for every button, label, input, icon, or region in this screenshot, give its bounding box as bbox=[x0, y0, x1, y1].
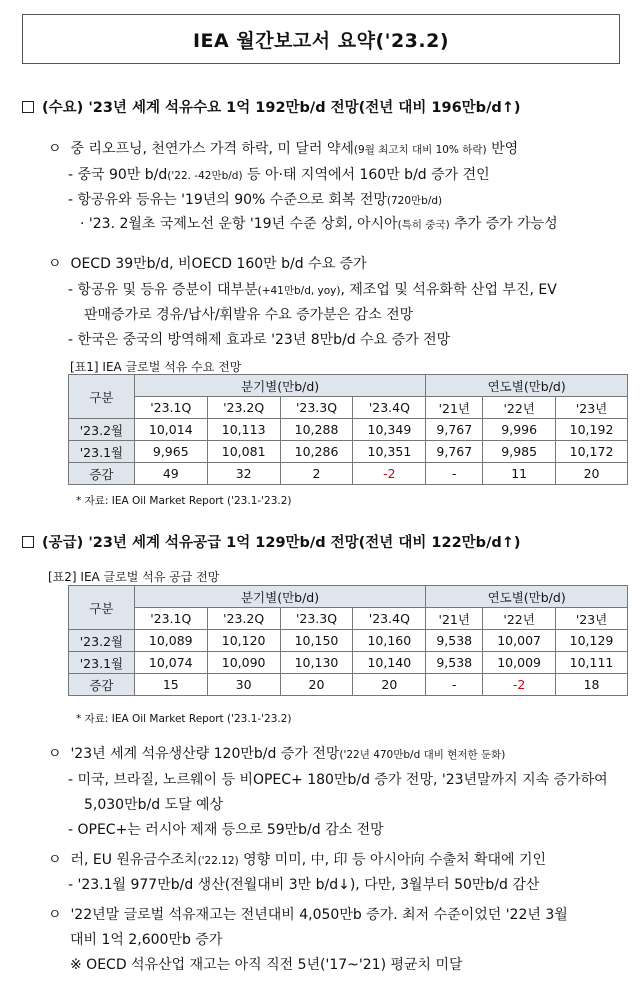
table-column-header: '23.2Q bbox=[207, 608, 280, 630]
table-column-header: '23.3Q bbox=[280, 608, 353, 630]
table-supply bbox=[68, 585, 628, 696]
table-cell: 10,074 bbox=[134, 652, 207, 674]
text: ※ OECD 석유산업 재고는 아직 직전 5년('17~'21) 평균치 미달 bbox=[70, 957, 463, 973]
bullet-supply-1-1-cont bbox=[84, 794, 223, 814]
table-cell: 10,160 bbox=[353, 630, 426, 652]
bullet-supply-1-1 bbox=[68, 769, 608, 789]
text: 등 아·태 지역에서 160만 b/d 증가 견인 bbox=[242, 167, 490, 183]
bullet-demand-2 bbox=[48, 253, 367, 273]
table2-caption: [표2] IEA 글로벌 석유 공급 전망 bbox=[48, 570, 220, 584]
table-cell: 10,130 bbox=[280, 652, 353, 674]
section-demand-heading-text: (수요) '23년 세계 석유수요 1억 192만b/d 전망(전년 대비 196만b/d↑) bbox=[42, 100, 521, 116]
table-column-header: '23.3Q bbox=[280, 397, 353, 419]
table-row bbox=[69, 674, 628, 696]
section-supply-heading bbox=[22, 531, 521, 552]
table-cell: 10,351 bbox=[353, 441, 426, 463]
table-cell: -2 bbox=[483, 674, 556, 696]
table-cell: 9,538 bbox=[426, 652, 483, 674]
table-cell: 9,985 bbox=[483, 441, 556, 463]
table-cell: - bbox=[426, 674, 483, 696]
text: 영향 미미, 中, 印 등 아시아向 수출처 확대에 기인 bbox=[238, 852, 547, 868]
table-row bbox=[69, 463, 628, 485]
table-column-header: '21년 bbox=[426, 397, 483, 419]
bullet-demand-2-1 bbox=[68, 279, 557, 299]
text: '22년말 글로벌 석유재고는 전년대비 4,050만b 증가. 최저 수준이었던 '22년 3월 bbox=[70, 907, 568, 923]
text-small: (720만b/d) bbox=[386, 195, 443, 207]
text: - 항공유와 등유는 '19년의 90% 수준으로 회복 전망 bbox=[68, 192, 387, 208]
table-corner-header: 구분 bbox=[69, 375, 135, 419]
circle-bullet-icon: ㅇ bbox=[48, 746, 62, 762]
table-row-header: '23.1월 bbox=[69, 652, 135, 674]
table-column-header: '21년 bbox=[426, 608, 483, 630]
text-small: (특히 중국) bbox=[397, 219, 450, 231]
text: 러, EU 원유금수조치 bbox=[70, 852, 198, 868]
text: 중 리오프닝, 천연가스 가격 하락, 미 달러 약세 bbox=[70, 141, 354, 157]
table2-source-note: * 자료: IEA Oil Market Report ('23.1-'23.2) bbox=[76, 713, 292, 725]
table-cell: 32 bbox=[207, 463, 280, 485]
bullet-supply-1 bbox=[48, 743, 505, 763]
circle-bullet-icon: ㅇ bbox=[48, 907, 62, 923]
text: - '23.1월 977만b/d 생산(전월대비 3만 b/d↓), 다만, 3월부터 50만b/d 감산 bbox=[68, 877, 540, 893]
table-row-header: 증감 bbox=[69, 463, 135, 485]
circle-bullet-icon: ㅇ bbox=[48, 141, 62, 157]
text: - 항공유 및 등유 증분이 대부분 bbox=[68, 282, 258, 298]
table-cell: 9,996 bbox=[483, 419, 556, 441]
text: 대비 1억 2,600만b 증가 bbox=[70, 932, 223, 948]
bullet-supply-1-2 bbox=[68, 819, 384, 839]
table-column-header: '23.1Q bbox=[134, 397, 207, 419]
table-column-header: '23년 bbox=[556, 608, 628, 630]
bullet-supply-2 bbox=[48, 849, 546, 869]
text: - 한국은 중국의 방역해제 효과로 '23년 8만b/d 수요 증가 전망 bbox=[68, 332, 451, 348]
table-row bbox=[69, 441, 628, 463]
table-cell: - bbox=[426, 463, 483, 485]
table-cell: 10,014 bbox=[134, 419, 207, 441]
circle-bullet-icon: ㅇ bbox=[48, 852, 62, 868]
section-supply-heading-text: (공급) '23년 세계 석유공급 1억 129만b/d 전망(전년 대비 122만b/d↑) bbox=[42, 535, 521, 551]
table-cell: 15 bbox=[134, 674, 207, 696]
table-row-header: 증감 bbox=[69, 674, 135, 696]
bullet-demand-2-1-cont bbox=[84, 304, 413, 324]
table-cell: 9,538 bbox=[426, 630, 483, 652]
table-cell: 11 bbox=[483, 463, 556, 485]
table-column-header: '23.2Q bbox=[207, 397, 280, 419]
table-corner-header: 구분 bbox=[69, 586, 135, 630]
table-cell: 10,172 bbox=[556, 441, 628, 463]
section-demand-heading bbox=[22, 96, 521, 117]
checkbox-square-icon bbox=[22, 536, 34, 548]
table-cell: -2 bbox=[353, 463, 426, 485]
table-cell: 10,111 bbox=[556, 652, 628, 674]
table-group-header-quarterly: 분기별(만b/d) bbox=[134, 375, 426, 397]
table-row bbox=[69, 419, 628, 441]
table-cell: 10,081 bbox=[207, 441, 280, 463]
table-row bbox=[69, 630, 628, 652]
text: 반영 bbox=[486, 141, 519, 157]
bullet-demand-2-2 bbox=[68, 329, 450, 349]
table-row-header: '23.2월 bbox=[69, 630, 135, 652]
table-cell: 10,192 bbox=[556, 419, 628, 441]
table1-source-note: * 자료: IEA Oil Market Report ('23.1-'23.2) bbox=[76, 495, 292, 507]
page-title: IEA 월간보고서 요약('23.2) bbox=[192, 29, 450, 52]
table-demand bbox=[68, 374, 628, 485]
circle-bullet-icon: ㅇ bbox=[48, 256, 62, 272]
table-cell: 10,349 bbox=[353, 419, 426, 441]
table-column-header: '23.1Q bbox=[134, 608, 207, 630]
text: '23년 세계 석유생산량 120만b/d 증가 전망 bbox=[70, 746, 340, 762]
text: , 제조업 및 석유화학 산업 부진, EV bbox=[340, 282, 557, 298]
text-small: ('22년 470만b/d 대비 현저한 둔화) bbox=[339, 749, 506, 761]
text: - 미국, 브라질, 노르웨이 등 비OPEC+ 180만b/d 증가 전망, '23년말까지 지속 증가하여 bbox=[68, 772, 608, 788]
bullet-supply-3-cont bbox=[70, 929, 222, 949]
table-cell: 10,120 bbox=[207, 630, 280, 652]
bullet-supply-3 bbox=[48, 904, 568, 924]
text-small: ('22. -42만b/d) bbox=[167, 170, 243, 182]
table-cell: 10,288 bbox=[280, 419, 353, 441]
table-cell: 10,150 bbox=[280, 630, 353, 652]
bullet-demand-1 bbox=[48, 138, 518, 158]
table-cell: 10,090 bbox=[207, 652, 280, 674]
text: 5,030만b/d 도달 예상 bbox=[84, 797, 224, 813]
table-cell: 9,767 bbox=[426, 419, 483, 441]
bullet-supply-3-note bbox=[70, 954, 463, 974]
table-cell: 10,113 bbox=[207, 419, 280, 441]
table1-caption: [표1] IEA 글로벌 석유 수요 전망 bbox=[70, 360, 242, 374]
table-cell: 10,140 bbox=[353, 652, 426, 674]
text: · '23. 2월초 국제노선 운항 '19년 수준 상회, 아시아 bbox=[80, 216, 398, 232]
table-group-header-quarterly: 분기별(만b/d) bbox=[134, 586, 425, 608]
table-cell: 30 bbox=[207, 674, 280, 696]
text: 추가 증가 가능성 bbox=[449, 216, 558, 232]
table-column-header: '23.4Q bbox=[353, 397, 426, 419]
text-small: ('22.12) bbox=[197, 855, 239, 867]
table-column-header: '22년 bbox=[483, 397, 556, 419]
table-cell: 20 bbox=[556, 463, 628, 485]
text-small: (+41만b/d, yoy) bbox=[257, 285, 341, 297]
text: 판매증가로 경유/납사/휘발유 수요 증가분은 감소 전망 bbox=[84, 307, 414, 323]
table-cell: 9,965 bbox=[134, 441, 207, 463]
table-cell: 10,089 bbox=[134, 630, 207, 652]
bullet-demand-1-1 bbox=[68, 164, 490, 184]
table-group-header-yearly: 연도별(만b/d) bbox=[426, 375, 628, 397]
table-cell: 10,129 bbox=[556, 630, 628, 652]
table-cell: 20 bbox=[280, 674, 353, 696]
text: - 중국 90만 b/d bbox=[68, 167, 168, 183]
table-cell: 10,007 bbox=[483, 630, 556, 652]
table-row-header: '23.2월 bbox=[69, 419, 135, 441]
text-small: (9월 최고치 대비 10% 하락) bbox=[353, 144, 487, 156]
table-group-header-yearly: 연도별(만b/d) bbox=[426, 586, 628, 608]
text: - OPEC+는 러시아 제재 등으로 59만b/d 감소 전망 bbox=[68, 822, 384, 838]
table-column-header: '23.4Q bbox=[353, 608, 426, 630]
table-row-header: '23.1월 bbox=[69, 441, 135, 463]
checkbox-square-icon bbox=[22, 101, 34, 113]
table-column-header: '22년 bbox=[483, 608, 556, 630]
table-row bbox=[69, 652, 628, 674]
text: OECD 39만b/d, 비OECD 160만 b/d 수요 증가 bbox=[70, 256, 367, 272]
table-cell: 18 bbox=[556, 674, 628, 696]
table-cell: 9,767 bbox=[426, 441, 483, 463]
bullet-demand-1-2 bbox=[68, 189, 442, 209]
bullet-demand-1-3 bbox=[80, 213, 558, 233]
table-cell: 2 bbox=[280, 463, 353, 485]
table-column-header: '23년 bbox=[556, 397, 628, 419]
table-cell: 10,286 bbox=[280, 441, 353, 463]
bullet-supply-2-1 bbox=[68, 874, 539, 894]
title-box bbox=[22, 14, 620, 64]
table-cell: 49 bbox=[134, 463, 207, 485]
table-cell: 20 bbox=[353, 674, 426, 696]
table-cell: 10,009 bbox=[483, 652, 556, 674]
